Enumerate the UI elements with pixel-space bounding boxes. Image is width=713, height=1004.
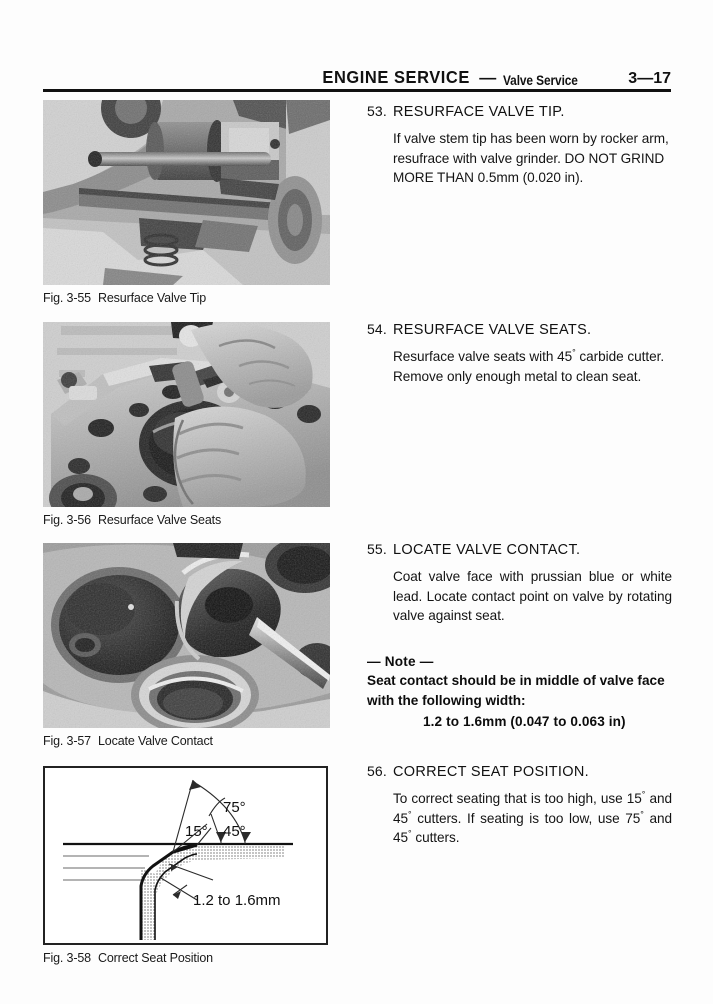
diagram-label-15: 15° — [185, 823, 208, 840]
step-55-heading — [367, 541, 672, 558]
step-54-body-post: carbide cutter. Remove only enough metal to clean seat. — [393, 349, 665, 384]
step-53-heading — [367, 103, 672, 120]
step-53-body: If valve stem tip has been worn by rocker arm, resufrace with valve grinder. DO NOT GRIND MORE THAN 0.5mm (0.020 in). — [393, 131, 669, 185]
step-56-seg-2: and 45 — [393, 791, 672, 826]
step-54 — [367, 321, 672, 386]
degree-symbol: ° — [640, 808, 644, 819]
figure-3-58 — [43, 766, 330, 965]
figure-3-55-caption — [43, 291, 330, 305]
step-56-seg-5: cutters. — [411, 830, 460, 845]
figure-3-56 — [43, 322, 330, 527]
figure-3-57-number: Fig. 3-57 — [43, 734, 91, 748]
figure-3-55-photo — [43, 100, 330, 285]
figure-3-55-number: Fig. 3-55 — [43, 291, 91, 305]
figure-3-56-title: Resurface Valve Seats — [97, 513, 222, 527]
note-body: Seat contact should be in middle of valve face with the following width: — [367, 673, 665, 708]
note-title: — Note — — [367, 653, 434, 669]
figure-3-57 — [43, 543, 330, 748]
step-56-number: 56. — [367, 763, 387, 779]
step-54-title: RESURFACE VALVE SEATS. — [393, 322, 592, 338]
step-56 — [367, 763, 672, 848]
figure-3-55 — [43, 100, 330, 305]
step-56-seg-1: To correct seating that is too high, use 15 — [393, 791, 642, 806]
step-56-seg-4: and 45 — [393, 810, 672, 845]
diagram-label-75: 75° — [223, 799, 246, 816]
step-55-title: LOCATE VALVE CONTACT. — [393, 542, 581, 558]
figure-3-57-title: Locate Valve Contact — [97, 734, 213, 748]
page-number: 3—17 — [628, 70, 671, 87]
figure-3-57-caption — [43, 734, 330, 748]
degree-symbol: ° — [572, 347, 576, 358]
page-header — [43, 58, 671, 88]
step-55-number: 55. — [367, 541, 387, 557]
degree-symbol: ° — [408, 808, 412, 819]
step-54-body-pre: Resurface valve seats with 45 — [393, 349, 573, 364]
step-56-heading — [367, 763, 672, 780]
step-56-body — [393, 789, 672, 848]
degree-symbol: ° — [641, 789, 646, 800]
degree-symbol: ° — [408, 828, 412, 839]
step-54-body — [393, 347, 672, 386]
note-spec: 1.2 to 1.6mm (0.047 to 0.063 in) — [423, 714, 626, 729]
step-56-seg-3: cutters. If seating is too low, use 75 — [411, 810, 641, 826]
figure-3-55-title: Resurface Valve Tip — [97, 291, 207, 305]
step-54-heading — [367, 321, 672, 338]
step-53 — [367, 103, 672, 188]
step-54-number: 54. — [367, 321, 387, 337]
step-55-note — [367, 652, 672, 732]
figure-3-56-number: Fig. 3-56 — [43, 513, 91, 527]
step-56-title: CORRECT SEAT POSITION. — [393, 764, 589, 780]
figure-3-56-caption — [43, 513, 330, 527]
header-dash: — — [479, 68, 497, 87]
header-divider — [43, 89, 671, 92]
figure-3-57-photo — [43, 543, 330, 728]
valve-seat-cross-section — [45, 768, 326, 943]
step-53-number: 53. — [367, 103, 387, 119]
step-53-title: RESURFACE VALVE TIP. — [393, 104, 565, 120]
figure-3-58-diagram — [43, 766, 328, 945]
figure-3-56-photo — [43, 322, 330, 507]
header-subtitle: Valve Service — [503, 73, 579, 88]
step-55 — [367, 541, 672, 732]
figure-3-58-caption — [43, 951, 330, 965]
diagram-label-45: 45° — [223, 823, 246, 840]
figure-3-58-number: Fig. 3-58 — [43, 951, 91, 965]
header-main-title: ENGINE SERVICE — [322, 67, 471, 87]
figure-3-58-title: Correct Seat Position — [97, 951, 213, 965]
step-55-body: Coat valve face with prussian blue or white lead. Locate contact point on valve by rotating valve against seat. — [393, 569, 672, 623]
diagram-label-seat-width: 1.2 to 1.6mm — [193, 892, 281, 909]
